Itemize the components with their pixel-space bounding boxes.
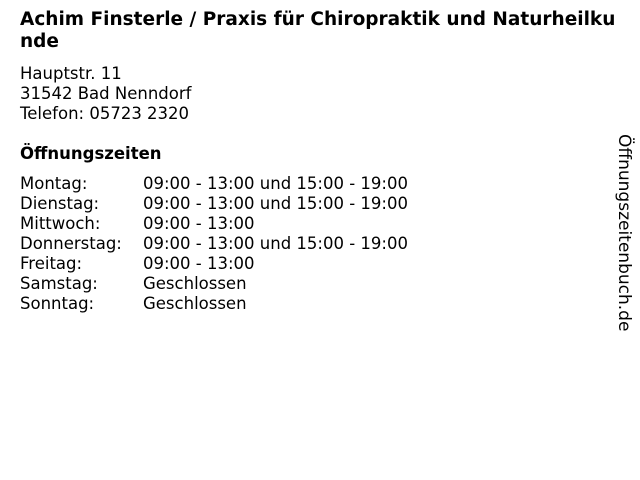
phone-number: Telefon: 05723 2320 <box>20 104 190 123</box>
day-hours: 09:00 - 13:00 <box>143 254 255 273</box>
day-label: Dienstag: <box>20 194 100 213</box>
day-label: Mittwoch: <box>20 214 101 233</box>
address-city: 31542 Bad Nenndorf <box>20 84 192 103</box>
opening-hours-heading: Öffnungszeiten <box>20 144 162 163</box>
day-hours: Geschlossen <box>143 294 247 313</box>
day-label: Donnerstag: <box>20 234 122 253</box>
hours-row-monday <box>20 174 408 194</box>
day-label: Samstag: <box>20 274 98 293</box>
day-label: Sonntag: <box>20 294 95 313</box>
hours-row-saturday <box>20 274 408 294</box>
address-block <box>20 64 191 124</box>
address-street: Hauptstr. 11 <box>20 64 122 83</box>
day-hours: 09:00 - 13:00 und 15:00 - 19:00 <box>143 174 408 193</box>
day-hours: 09:00 - 13:00 und 15:00 - 19:00 <box>143 194 408 213</box>
page-title: Achim Finsterle / Praxis für Chiropraktik und Naturheilkunde <box>20 9 616 52</box>
opening-hours-table <box>20 174 408 314</box>
hours-row-thursday <box>20 234 408 254</box>
day-hours: Geschlossen <box>143 274 247 293</box>
site-watermark-vertical: Öffnungszeitenbuch.de <box>614 134 634 332</box>
day-hours: 09:00 - 13:00 und 15:00 - 19:00 <box>143 234 408 253</box>
day-label: Freitag: <box>20 254 83 273</box>
hours-row-sunday <box>20 294 408 314</box>
hours-row-friday <box>20 254 408 274</box>
hours-row-tuesday <box>20 194 408 214</box>
hours-row-wednesday <box>20 214 408 234</box>
day-label: Montag: <box>20 174 88 193</box>
day-hours: 09:00 - 13:00 <box>143 214 255 233</box>
